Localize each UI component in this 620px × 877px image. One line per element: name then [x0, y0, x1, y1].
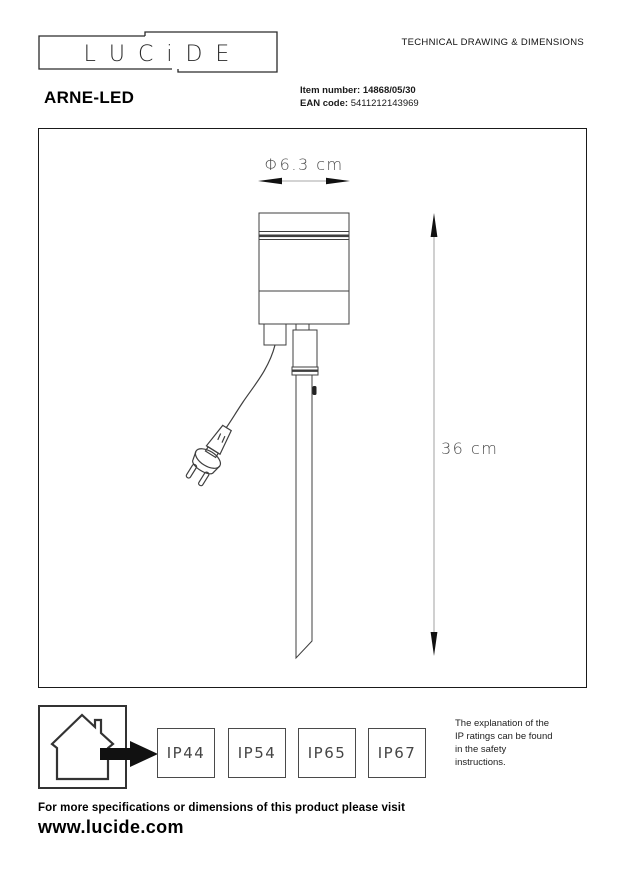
- spike-screw: [313, 386, 317, 395]
- ip-rating-ip44: IP44: [157, 728, 215, 778]
- ip-arrow-icon: [99, 739, 161, 769]
- ean-label: EAN code:: [300, 98, 349, 109]
- width-dimension-label: Φ6.3 cm: [264, 155, 344, 174]
- drawing-frame: [38, 128, 587, 688]
- height-dimension-label: 36 cm: [441, 439, 499, 458]
- ip-note-line: in the safety: [455, 744, 507, 755]
- document-title: TECHNICAL DRAWING & DIMENSIONS: [401, 37, 584, 48]
- ip-note-line: instructions.: [455, 757, 506, 768]
- ip-note-line: The explanation of the: [455, 718, 550, 729]
- stem: [292, 324, 318, 375]
- product-name: ARNE-LED: [44, 88, 135, 107]
- height-dimension-arrow: [431, 213, 438, 656]
- product-identifiers: [300, 84, 419, 110]
- website-link[interactable]: www.lucide.com: [38, 817, 184, 837]
- technical-drawing: [39, 129, 586, 687]
- width-dimension-arrow: [258, 178, 350, 185]
- ip-rating-ip65: IP65: [298, 728, 356, 778]
- item-number-label: Item number:: [300, 85, 361, 96]
- ean-value: 5411212143969: [350, 98, 419, 109]
- ip-ratings-note: [455, 717, 553, 769]
- power-cable: [226, 345, 275, 428]
- ground-spike: [296, 375, 312, 658]
- lucide-logo: [38, 30, 278, 76]
- item-number-row: [300, 84, 419, 97]
- ip-rating-ip67: IP67: [368, 728, 426, 778]
- power-plug: [182, 421, 239, 489]
- cable-gland: [264, 324, 286, 345]
- lucide-logo-text: L U C i D E: [83, 41, 233, 67]
- ip-rating-ip54: IP54: [228, 728, 286, 778]
- ean-row: [300, 97, 419, 110]
- ip-note-line: IP ratings can be found: [455, 731, 553, 742]
- footer-text: For more specifications or dimensions of this product please visit: [38, 802, 406, 814]
- item-number-value: 14868/05/30: [362, 85, 416, 96]
- fixture-head: [259, 213, 349, 324]
